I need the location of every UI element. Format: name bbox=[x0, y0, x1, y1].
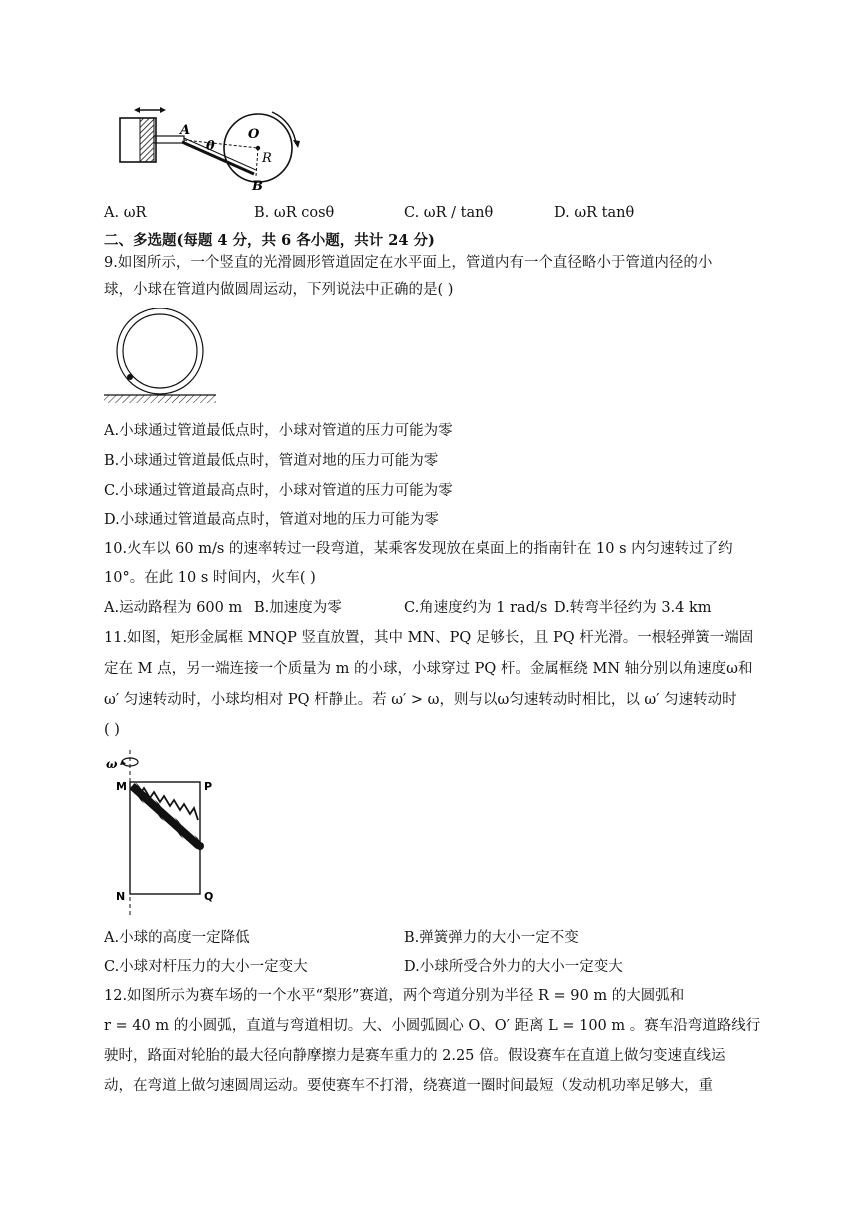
q12-stem-line-2: r = 40 m 的小圆弧，直道与弯道相切。大、小圆弧圆心 O、O′ 距离 L = 100 m 。赛车沿弯道路线行 bbox=[104, 1018, 761, 1034]
q9-option-c: C.小球通过管道最高点时，小球对管道的压力可能为零 bbox=[104, 483, 453, 499]
q10-option-c: C.角速度约为 1 rad/s bbox=[404, 600, 548, 616]
q10-option-a: A.运动路程为 600 m bbox=[104, 600, 243, 616]
section-title: 二、多选题(每题 4 分，共 6 各小题，共计 24 分) bbox=[104, 232, 435, 249]
q10-stem-line-1: 10.火车以 60 m/s 的速率转过一段弯道，某乘客发现放在桌面上的指南针在 10 s 内匀速转过了约 bbox=[104, 541, 733, 557]
q11-stem-line-2: 定在 M 点，另一端连接一个质量为 m 的小球，小球穿过 PQ 杆。金属框绕 MN 轴分别以角速度ω和 bbox=[104, 661, 753, 677]
q9-option-a: A.小球通过管道最低点时，小球对管道的压力可能为零 bbox=[104, 423, 453, 439]
label-B: B bbox=[252, 179, 263, 194]
q11-option-d: D.小球所受合外力的大小一定变大 bbox=[404, 959, 623, 975]
q11-stem-line-1: 11.如图，矩形金属框 MNQP 竖直放置，其中 MN、PQ 足够长，且 PQ 杆光滑。一根轻弹簧一端固 bbox=[104, 630, 754, 646]
q11-option-a: A.小球的高度一定降低 bbox=[104, 930, 250, 946]
label-theta: θ bbox=[206, 139, 215, 154]
label-R: R bbox=[262, 151, 272, 166]
q10-option-b: B.加速度为零 bbox=[254, 600, 342, 616]
q11-figure bbox=[104, 748, 228, 918]
q9-stem-line-1: 9.如图所示，一个竖直的光滑圆形管道固定在水平面上，管道内有一个直径略小于管道内径的小 bbox=[104, 255, 713, 271]
q9-option-d: D.小球通过管道最高点时，管道对地的压力可能为零 bbox=[104, 512, 439, 528]
label-A: A bbox=[180, 123, 191, 138]
q11-stem-line-3: ω′ 匀速转动时，小球均相对 PQ 杆静止。若 ω′ > ω，则与以ω匀速转动时相比，以 ω′ 匀速转动时 bbox=[104, 692, 737, 708]
q11-option-b: B.弹簧弹力的大小一定不变 bbox=[404, 930, 579, 946]
q8-option-a: A. ωR bbox=[104, 205, 147, 221]
q8-option-d: D. ωR tanθ bbox=[554, 205, 635, 221]
q12-stem-line-4: 动，在弯道上做匀速圆周运动。要使赛车不打滑，绕赛道一圈时间最短（发动机功率足够大，重 bbox=[104, 1078, 713, 1094]
q11-stem-line-4: ( ) bbox=[104, 722, 120, 738]
label-Q: Q bbox=[204, 890, 214, 903]
label-M: M bbox=[116, 780, 127, 793]
label-N: N bbox=[116, 890, 126, 903]
q12-stem-line-3: 驶时，路面对轮胎的最大径向静摩擦力是赛车重力的 2.25 倍。假设赛车在直道上做匀变速直线运 bbox=[104, 1048, 726, 1064]
q9-figure bbox=[104, 308, 220, 408]
label-omega: ω bbox=[106, 757, 118, 771]
q10-stem-line-2: 10°。在此 10 s 时间内，火车( ) bbox=[104, 570, 316, 586]
q12-stem-line-1: 12.如图所示为赛车场的一个水平“梨形”赛道，两个弯道分别为半径 R = 90 m 的大圆弧和 bbox=[104, 988, 685, 1004]
label-O: O bbox=[248, 127, 260, 142]
q11-option-c: C.小球对杆压力的大小一定变大 bbox=[104, 959, 308, 975]
label-P: P bbox=[204, 780, 213, 793]
q9-option-b: B.小球通过管道最低点时，管道对地的压力可能为零 bbox=[104, 453, 439, 469]
q10-option-d: D.转弯半径约为 3.4 km bbox=[554, 600, 712, 616]
q8-option-c: C. ωR / tanθ bbox=[404, 205, 494, 221]
q9-stem-line-2: 球，小球在管道内做圆周运动，下列说法中正确的是( ) bbox=[104, 282, 454, 298]
q8-option-b: B. ωR cosθ bbox=[254, 205, 335, 221]
q8-figure bbox=[112, 104, 312, 196]
